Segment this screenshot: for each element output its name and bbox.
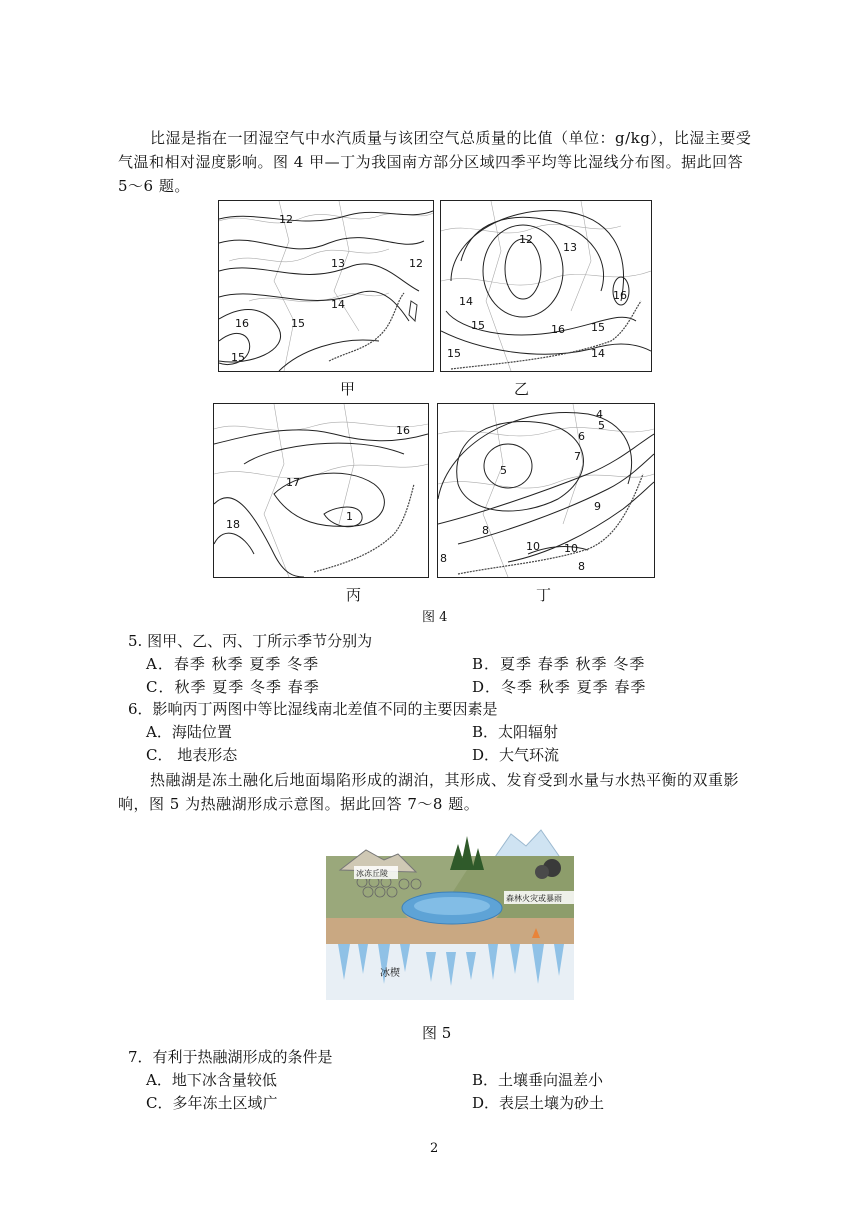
q6-option-a[interactable]: A．海陆位置 [146, 723, 232, 741]
map-bing [213, 403, 429, 578]
svg-text:15: 15 [231, 351, 245, 364]
svg-text:10: 10 [526, 540, 540, 553]
figure-4-caption: 图 4 [422, 610, 448, 625]
figure-5-caption: 图 5 [422, 1024, 452, 1042]
svg-text:16: 16 [613, 289, 627, 302]
map-ding [437, 403, 655, 578]
svg-text:15: 15 [471, 319, 485, 332]
svg-text:8: 8 [482, 524, 489, 537]
svg-text:16: 16 [551, 323, 565, 336]
svg-text:12: 12 [279, 213, 293, 226]
page-number: 2 [430, 1141, 439, 1156]
svg-text:12: 12 [519, 233, 533, 246]
q6-option-b[interactable]: B．太阳辐射 [472, 723, 559, 741]
q5-option-b[interactable]: B．夏季 春季 秋季 冬季 [472, 655, 646, 673]
map-label-jia: 甲 [340, 380, 356, 398]
map-label-yi: 乙 [514, 380, 530, 398]
q5-option-d[interactable]: D．冬季 秋季 夏季 春季 [472, 678, 647, 696]
svg-text:12: 12 [409, 257, 423, 270]
svg-text:16: 16 [235, 317, 249, 330]
svg-text:14: 14 [331, 298, 345, 311]
q7-option-b[interactable]: B．土壤垂向温差小 [472, 1071, 604, 1089]
map-label-bing: 丙 [346, 586, 362, 604]
svg-text:1: 1 [346, 510, 353, 523]
question-7-stem: 7．有利于热融湖形成的条件是 [128, 1048, 333, 1066]
svg-text:18: 18 [226, 518, 240, 531]
svg-text:4: 4 [596, 408, 603, 421]
svg-text:7: 7 [574, 450, 581, 463]
label-ice-wedge: 冰楔 [380, 968, 400, 979]
q5-option-c[interactable]: C．秋季 夏季 冬季 春季 [146, 678, 320, 696]
q5-option-a[interactable]: A．春季 秋季 夏季 冬季 [146, 655, 320, 673]
svg-text:15: 15 [591, 321, 605, 334]
q7-option-a[interactable]: A．地下冰含量较低 [146, 1071, 277, 1089]
map-label-ding: 丁 [536, 586, 552, 604]
svg-text:9: 9 [594, 500, 601, 513]
svg-text:5: 5 [500, 464, 507, 477]
map-jia [218, 200, 434, 372]
svg-text:16: 16 [396, 424, 410, 437]
svg-text:14: 14 [459, 295, 473, 308]
svg-text:10: 10 [564, 542, 578, 555]
svg-text:5: 5 [598, 419, 605, 432]
svg-text:13: 13 [331, 257, 345, 270]
svg-text:17: 17 [286, 476, 300, 489]
svg-text:8: 8 [440, 552, 447, 565]
svg-text:6: 6 [578, 430, 585, 443]
question-6-stem: 6．影响丙丁两图中等比湿线南北差值不同的主要因素是 [128, 700, 498, 718]
svg-text:15: 15 [291, 317, 305, 330]
svg-text:14: 14 [591, 347, 605, 360]
intro-paragraph-1: 比湿是指在一团湿空气中水汽质量与该团空气总质量的比值（单位：g/kg），比湿主要受气温和相对湿度影响。图 4 甲—丁为我国南方部分区域四季平均等比湿线分布图。据此回答 5～6 题。 [118, 129, 752, 195]
label-forest-fire: 森林火灾或暴雨 [506, 894, 562, 903]
q7-option-c[interactable]: C．多年冻土区域广 [146, 1094, 278, 1112]
q6-option-d[interactable]: D．大气环流 [472, 746, 560, 764]
label-ice-hill: 冰冻丘陵 [356, 869, 388, 878]
question-5-stem: 5. 图甲、乙、丙、丁所示季节分别为 [128, 632, 373, 650]
q7-option-d[interactable]: D．表层土壤为砂土 [472, 1094, 605, 1112]
map-yi [440, 200, 652, 372]
q6-option-c[interactable]: C． 地表形态 [146, 746, 238, 764]
svg-text:13: 13 [563, 241, 577, 254]
intro-paragraph-2: 热融湖是冻土融化后地面塌陷形成的湖泊，其形成、发育受到水量与水热平衡的双重影响，图 5 为热融湖形成示意图。据此回答 7～8 题。 [118, 771, 740, 813]
thermokarst-lake-diagram [326, 826, 574, 1000]
svg-text:15: 15 [447, 347, 461, 360]
svg-text:8: 8 [578, 560, 585, 573]
